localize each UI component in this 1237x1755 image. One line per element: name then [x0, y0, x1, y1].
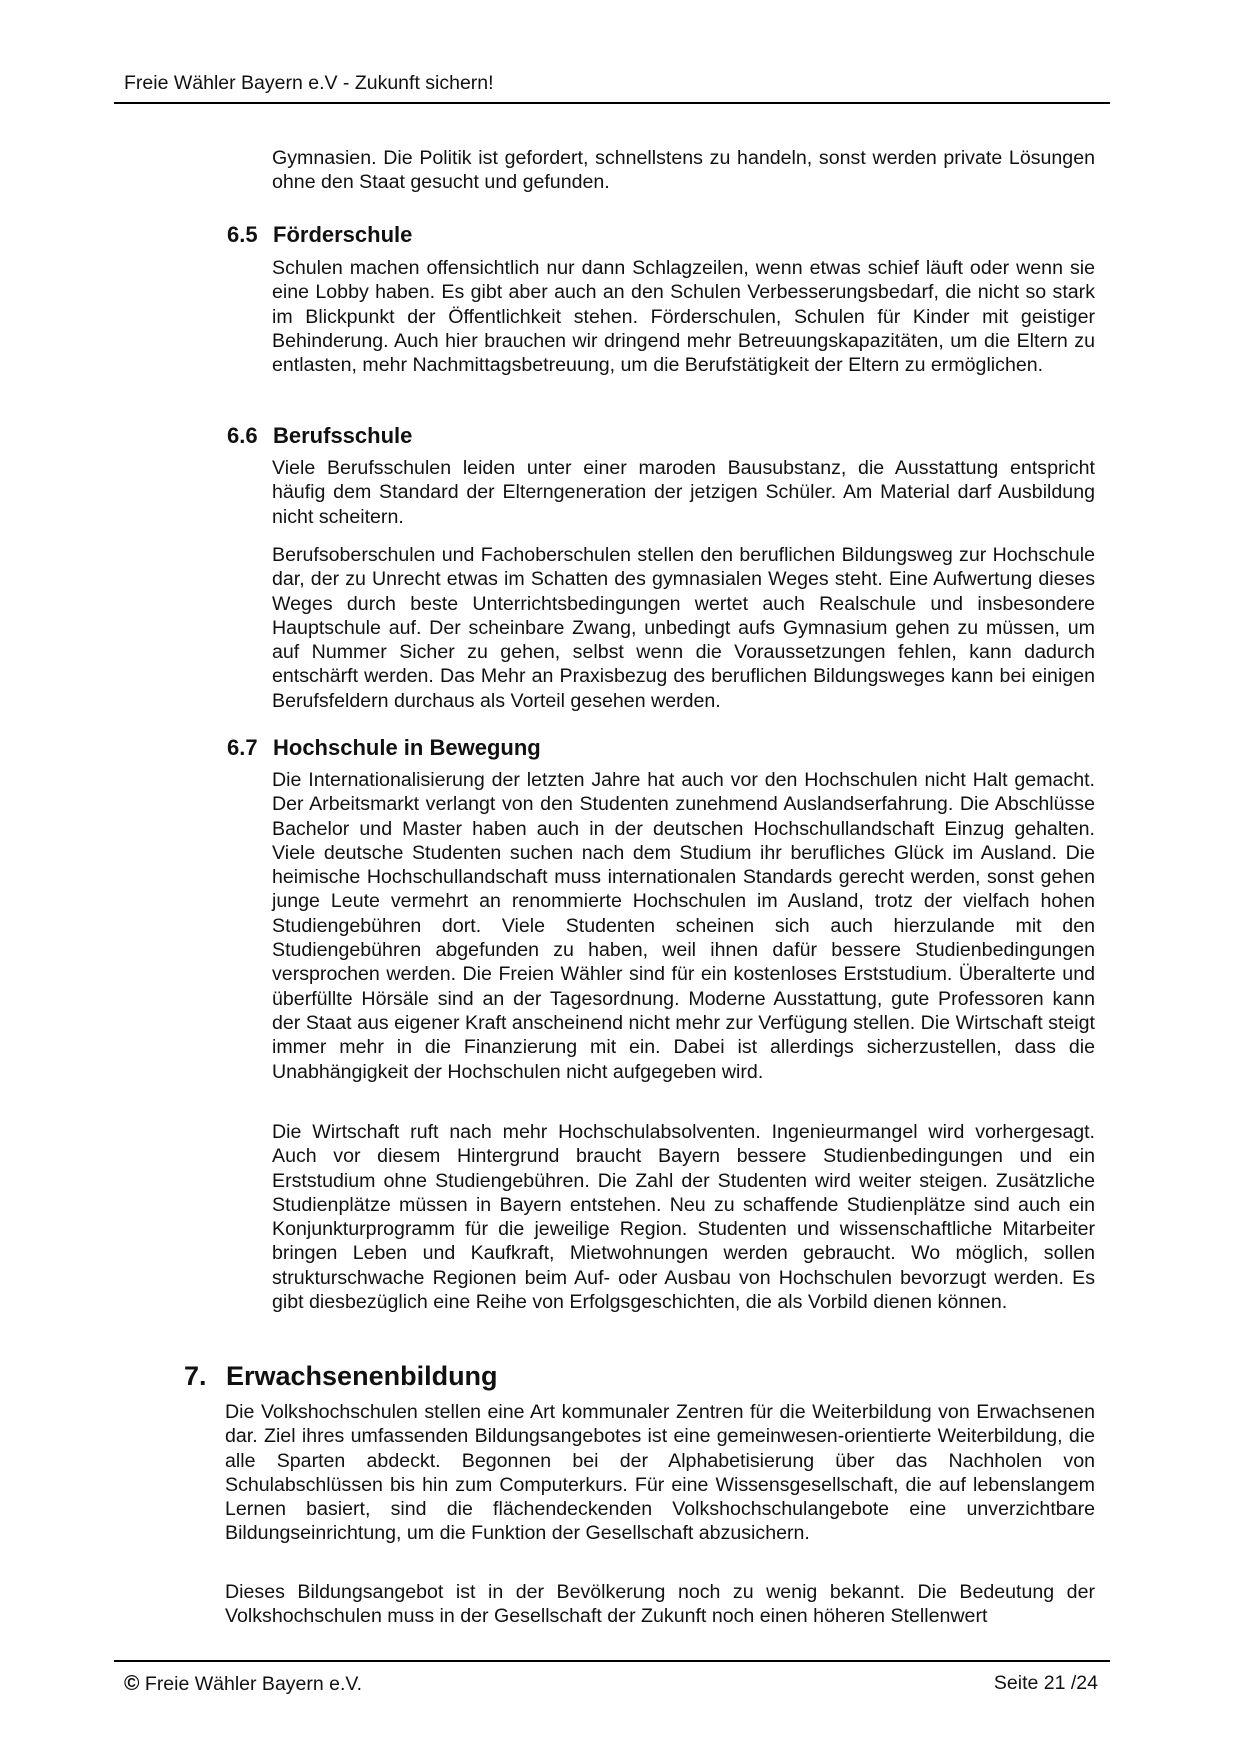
- section-title: Berufsschule: [273, 423, 413, 448]
- section-7-paragraph-1: Die Volkshochschulen stellen eine Art kommunaler Zentren für die Weiterbildung von Erwachsenen dar. Ziel ihres umfassenden Bildungsangebotes ist eine gemeinwesen-orientierte Weiterbildung, die alle Sparten abdeckt. Begonnen bei der Alphabetisierung über das Nachholen von Schulabschlüssen bis hin zum Computerkurs. Für eine Wissensgesellschaft, die auf lebenslangem Lernen basiert, sind die flächendeckenden Volkshochschulangebote eine unverzichtbare Bildungseinrichtung, um die Funktion der Gesellschaft abzusichern.: [225, 1401, 1095, 1545]
- footer-org: Freie Wähler Bayern e.V.: [144, 1673, 363, 1695]
- section-title: Förderschule: [273, 222, 413, 247]
- footer-copyright: [124, 1672, 362, 1696]
- section-6-5-heading: [227, 222, 412, 248]
- intro-paragraph: Gymnasien. Die Politik ist gefordert, schnellstens zu handeln, sonst werden private Lösungen ohne den Staat gesucht und gefunden.: [272, 147, 1095, 194]
- section-title: Erwachsenenbildung: [226, 1361, 498, 1391]
- section-6-7-paragraph-1: Die Internationalisierung der letzten Jahre hat auch vor den Hochschulen nicht Halt gemacht. Der Arbeitsmarkt verlangt von den Studenten zunehmend Auslandserfahrung. Die Abschlüsse Bachelor und Master haben auch in der deutschen Hochschullandschaft Einzug gehalten. Viele deutsche Studenten suchen nach dem Studium ihr berufliches Glück im Ausland. Die heimische Hochschullandschaft muss internationalen Standards gerecht werden, sonst gehen junge Leute vermehrt an renommierte Hochschulen im Ausland, trotz der vielfach hohen Studiengebühren dort. Viele Studenten scheinen sich auch hierzulande mit den Studiengebühren abgefunden zu haben, weil ihnen dafür bessere Studienbedingungen versprochen werden. Die Freien Wähler sind für ein kostenloses Erststudium. Überalterte und überfüllte Hörsäle sind an der Tagesordnung. Moderne Ausstattung, gute Professoren kann der Staat aus eigener Kraft anscheinend nicht mehr zur Verfügung stellen. Die Wirtschaft steigt immer mehr in die Finanzierung mit ein. Dabei ist allerdings sicherzustellen, dass die Unabhängigkeit der Hochschulen nicht aufgegeben wird.: [272, 769, 1095, 1083]
- section-6-7-paragraph-2: Die Wirtschaft ruft nach mehr Hochschulabsolventen. Ingenieurmangel wird vorhergesagt. Auch vor diesem Hintergrund braucht Bayern bessere Studienbedingungen und ein Erststudium ohne Studiengebühren. Die Zahl der Studenten wird weiter steigen. Zusätzliche Studienplätze müssen in Bayern entstehen. Neu zu schaffende Studienplätze sind auch ein Konjunkturprogramm für die jeweilige Region. Studenten und wissenschaftliche Mitarbeiter bringen Leben und Kaufkraft, Mietwohnungen werden gebraucht. Wo möglich, sollen strukturschwache Regionen beim Auf- oder Ausbau von Hochschulen bevorzugt werden. Es gibt diesbezüglich eine Reihe von Erfolgsgeschichten, die als Vorbild dienen können.: [272, 1121, 1095, 1314]
- page-footer: [114, 1660, 1110, 1702]
- section-number: 6.7: [227, 735, 258, 760]
- section-number: 6.6: [227, 423, 258, 448]
- section-6-6-paragraph-1: Viele Berufsschulen leiden unter einer maroden Bausubstanz, die Ausstattung entspricht häufig dem Standard der Elterngeneration der jetzigen Schüler. Am Material darf Ausbildung nicht scheitern.: [272, 457, 1095, 528]
- section-6-6-paragraph-2: Berufsoberschulen und Fachoberschulen stellen den beruflichen Bildungsweg zur Hochschule dar, der zu Unrecht etwas im Schatten des gymnasialen Weges steht. Eine Aufwertung dieses Weges durch beste Unterrichtsbedingungen wertet auch Realschule und insbesondere Hauptschule auf. Der scheinbare Zwang, unbedingt aufs Gymnasium gehen zu müssen, um auf Nummer Sicher zu gehen, selbst wenn die Voraussetzungen fehlen, kann dadurch entschärft werden. Das Mehr an Praxisbezug des beruflichen Bildungsweges kann bei einigen Berufsfeldern durchaus als Vorteil gesehen werden.: [272, 544, 1095, 712]
- section-title: Hochschule in Bewegung: [273, 735, 541, 760]
- page-number: Seite 21 /24: [993, 1672, 1098, 1694]
- section-number: 6.5: [227, 222, 258, 247]
- section-6-7-heading: [227, 735, 541, 761]
- header-title: Freie Wähler Bayern e.V - Zukunft sichern!: [124, 72, 494, 94]
- section-6-6-heading: [227, 423, 412, 449]
- section-7-heading: [184, 1361, 498, 1392]
- section-7-paragraph-2: Dieses Bildungsangebot ist in der Bevölkerung noch zu wenig bekannt. Die Bedeutung der Volkshochschulen muss in der Gesellschaft der Zukunft noch einen höheren Stellenwert: [225, 1581, 1095, 1628]
- section-number: 7.: [184, 1361, 207, 1391]
- copyright-icon: ©: [124, 1672, 140, 1695]
- page-header: [114, 60, 1110, 104]
- section-6-5-paragraph: Schulen machen offensichtlich nur dann Schlagzeilen, wenn etwas schief läuft oder wenn sie eine Lobby haben. Es gibt aber auch an den Schulen Verbesserungsbedarf, die nicht so stark im Blickpunkt der Öffentlichkeit stehen. Förderschulen, Schulen für Kinder mit geistiger Behinderung. Auch hier brauchen wir dringend mehr Betreuungskapazitäten, um die Eltern zu entlasten, mehr Nachmittagsbetreuung, um die Berufstätigkeit der Eltern zu ermöglichen.: [272, 257, 1095, 377]
